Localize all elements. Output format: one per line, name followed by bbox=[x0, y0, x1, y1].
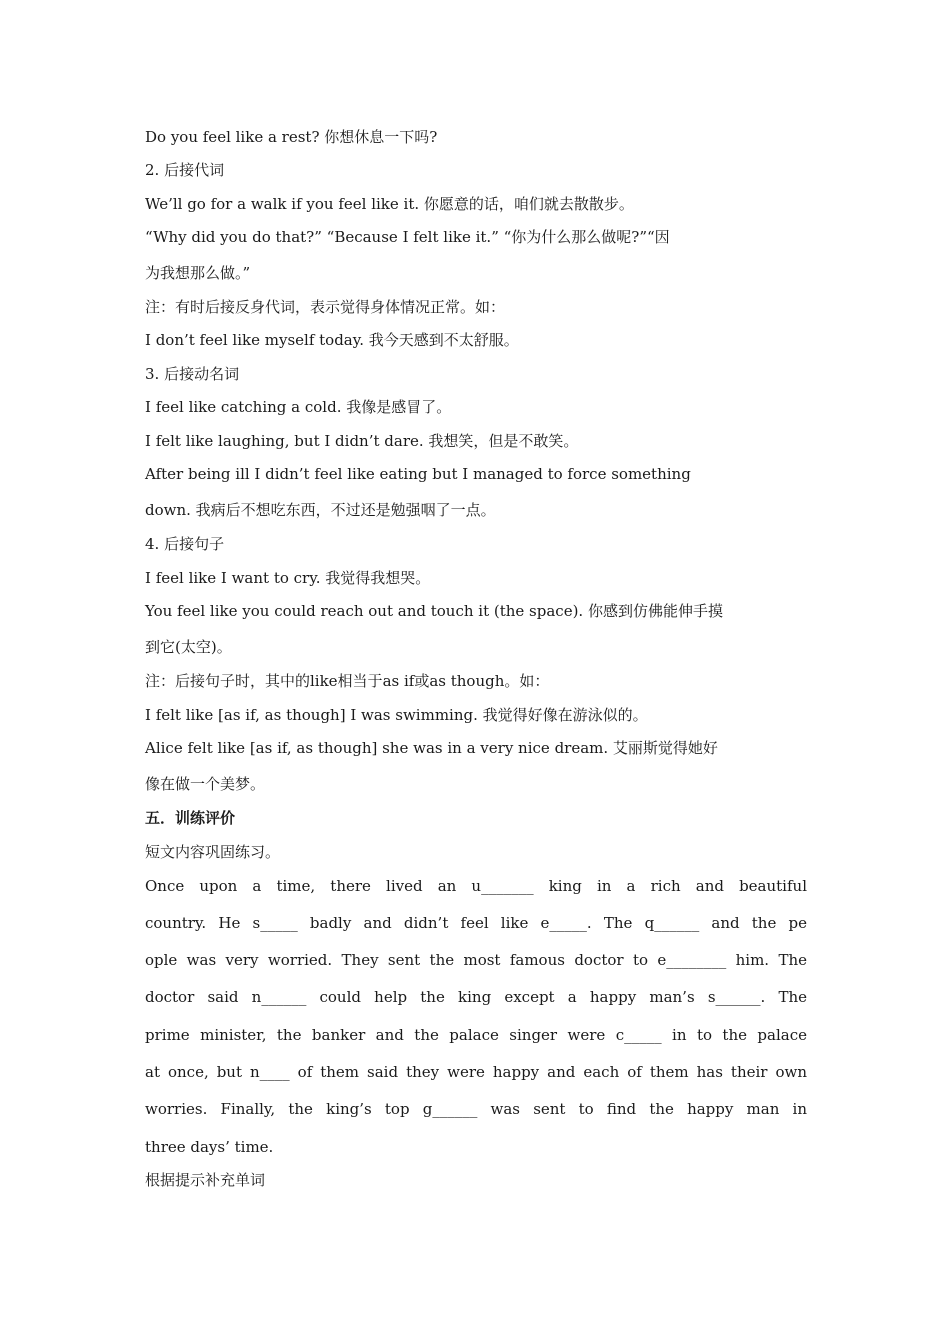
example-line: I feel like catching a cold. 我像是感冒了。 bbox=[145, 398, 452, 416]
example-line: I feel like I want to cry. 我觉得我想哭。 bbox=[145, 569, 431, 587]
passage-line: prime minister, the banker and the palace singer were c_____ in to the palace bbox=[145, 1026, 807, 1044]
example-line: We’ll go for a walk if you feel like it. 你愿意的话，咱们就去散散步。 bbox=[145, 195, 634, 213]
section-title: 五．训练评价 bbox=[145, 809, 236, 827]
passage-line: doctor said n______ could help the king except a happy man’s s______. The bbox=[145, 988, 807, 1006]
section-heading: 4. 后接句子 bbox=[145, 535, 225, 553]
instruction-line: 短文内容巩固练习。 bbox=[145, 843, 281, 861]
example-line: 到它(太空)。 bbox=[145, 638, 232, 656]
example-line: “Why did you do that?” “Because I felt like it.” “你为什么那么做呢?”“因 bbox=[145, 228, 670, 246]
example-line: 为我想那么做。” bbox=[145, 264, 251, 282]
example-line: I felt like laughing, but I didn’t dare. 我想笑，但是不敢笑。 bbox=[145, 432, 579, 450]
passage-line: worries. Finally, the king’s top g______ was sent to find the happy man in bbox=[145, 1100, 807, 1118]
instruction-line: 根据提示补充单词 bbox=[145, 1171, 266, 1189]
example-line: Do you feel like a rest? 你想休息一下吗? bbox=[145, 128, 438, 146]
example-line: down. 我病后不想吃东西，不过还是勉强咽了一点。 bbox=[145, 501, 496, 519]
passage-line: Once upon a time, there lived an u_______ king in a rich and beautiful bbox=[145, 877, 807, 895]
example-line: 像在做一个美梦。 bbox=[145, 775, 266, 793]
example-line: After being ill I didn’t feel like eating but I managed to force something bbox=[145, 465, 691, 483]
section-heading: 2. 后接代词 bbox=[145, 161, 225, 179]
passage-line: country. He s_____ badly and didn’t feel like e_____. The q______ and the pe bbox=[145, 914, 807, 932]
passage-line: three days’ time. bbox=[145, 1138, 274, 1156]
note-line: 注：有时后接反身代词，表示觉得身体情况正常。如： bbox=[145, 298, 506, 316]
passage-line: at once, but n____ of them said they were happy and each of them has their own bbox=[145, 1063, 807, 1081]
example-line: I don’t feel like myself today. 我今天感到不太舒服。 bbox=[145, 331, 519, 349]
example-line: You feel like you could reach out and touch it (the space). 你感到仿佛能伸手摸 bbox=[145, 602, 723, 620]
section-heading: 3. 后接动名词 bbox=[145, 365, 240, 383]
note-line: 注：后接句子时，其中的like相当于as if或as though。如： bbox=[145, 672, 550, 690]
example-line: Alice felt like [as if, as though] she was in a very nice dream. 艾丽斯觉得她好 bbox=[145, 739, 718, 757]
passage-line: ople was very worried. They sent the most famous doctor to e________ him. The bbox=[145, 951, 807, 969]
example-line: I felt like [as if, as though] I was swimming. 我觉得好像在游泳似的。 bbox=[145, 706, 648, 724]
